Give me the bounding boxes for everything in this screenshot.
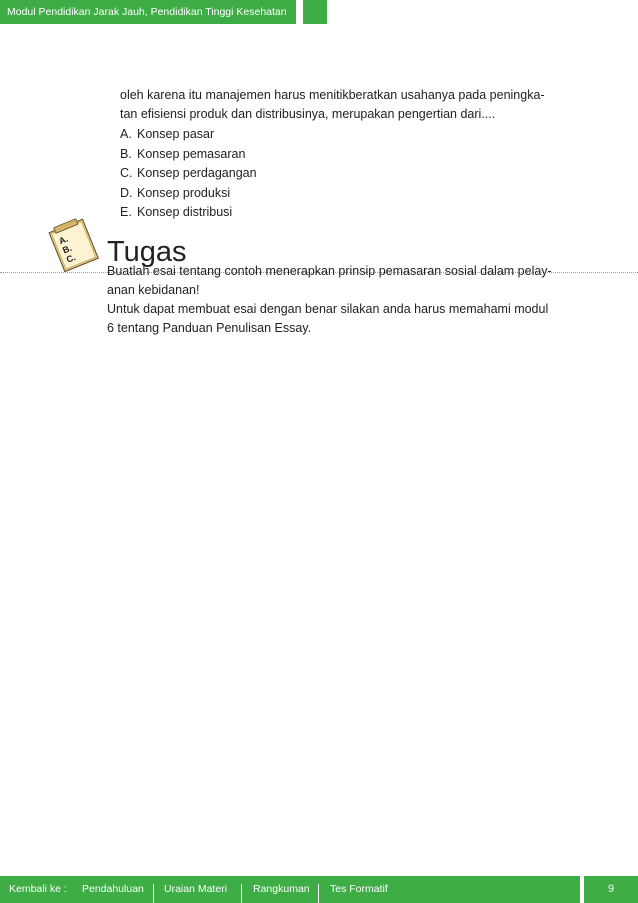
- page-number: 9: [584, 876, 638, 903]
- footer-link-pendahuluan[interactable]: Pendahuluan: [82, 883, 144, 895]
- option-letter: C.: [120, 166, 133, 180]
- footer-link-uraian-materi[interactable]: Uraian Materi: [164, 883, 228, 895]
- option-c: [120, 164, 257, 184]
- option-text: Konsep pasar: [137, 127, 215, 141]
- option-text: Konsep distribusi: [137, 205, 233, 219]
- header-title: Modul Pendidikan Jarak Jauh, Pendidikan Tinggi Kesehatan: [0, 0, 296, 24]
- question-text: [120, 86, 560, 124]
- footer-back-label: Kembali ke :: [9, 883, 67, 895]
- icon-letter-c: C.: [64, 252, 77, 265]
- answer-options: [120, 125, 257, 223]
- option-letter: D.: [120, 185, 133, 200]
- option-text: Konsep perdagangan: [137, 166, 257, 180]
- option-b: [120, 145, 257, 165]
- tugas-heading: Tugas: [107, 236, 187, 268]
- icon-letter-b: B.: [61, 242, 74, 256]
- option-a: [120, 125, 257, 145]
- footer-separator: [318, 884, 319, 903]
- footer-link-tes-formatif[interactable]: Tes Formatif: [330, 883, 388, 895]
- option-letter: E.: [120, 205, 132, 219]
- question-line-2: tan efisiensi produk dan distribusinya, merupakan pengertian dari....: [120, 107, 496, 121]
- icon-letter-a: A.: [57, 233, 70, 247]
- footer-nav: [0, 876, 580, 903]
- tugas-line-2: anan kebidanan!: [107, 283, 200, 297]
- notepad-abc-icon: [44, 216, 106, 272]
- tugas-line-4: 6 tentang Panduan Penulisan Essay.: [107, 321, 312, 335]
- tugas-line-3: Untuk dapat membuat esai dengan benar silakan anda harus memahami modul: [107, 302, 549, 316]
- footer-link-rangkuman[interactable]: Rangkuman: [253, 883, 310, 895]
- header-accent-block: [303, 0, 327, 24]
- question-line-1: oleh karena itu manajemen harus menitikberatkan usahanya pada peningka-: [120, 88, 545, 102]
- tugas-body: [107, 262, 562, 338]
- option-e: [120, 203, 257, 223]
- tugas-line-1: Buatlah esai tentang contoh menerapkan prinsip pemasaran sosial dalam pelay-: [107, 264, 552, 278]
- option-letter: A.: [120, 127, 132, 141]
- option-letter: B.: [120, 146, 132, 161]
- option-text: Konsep pemasaran: [137, 146, 246, 161]
- option-text: Konsep produksi: [137, 185, 231, 200]
- footer-separator: [153, 884, 154, 903]
- footer-separator: [241, 884, 242, 903]
- option-d: [120, 184, 257, 204]
